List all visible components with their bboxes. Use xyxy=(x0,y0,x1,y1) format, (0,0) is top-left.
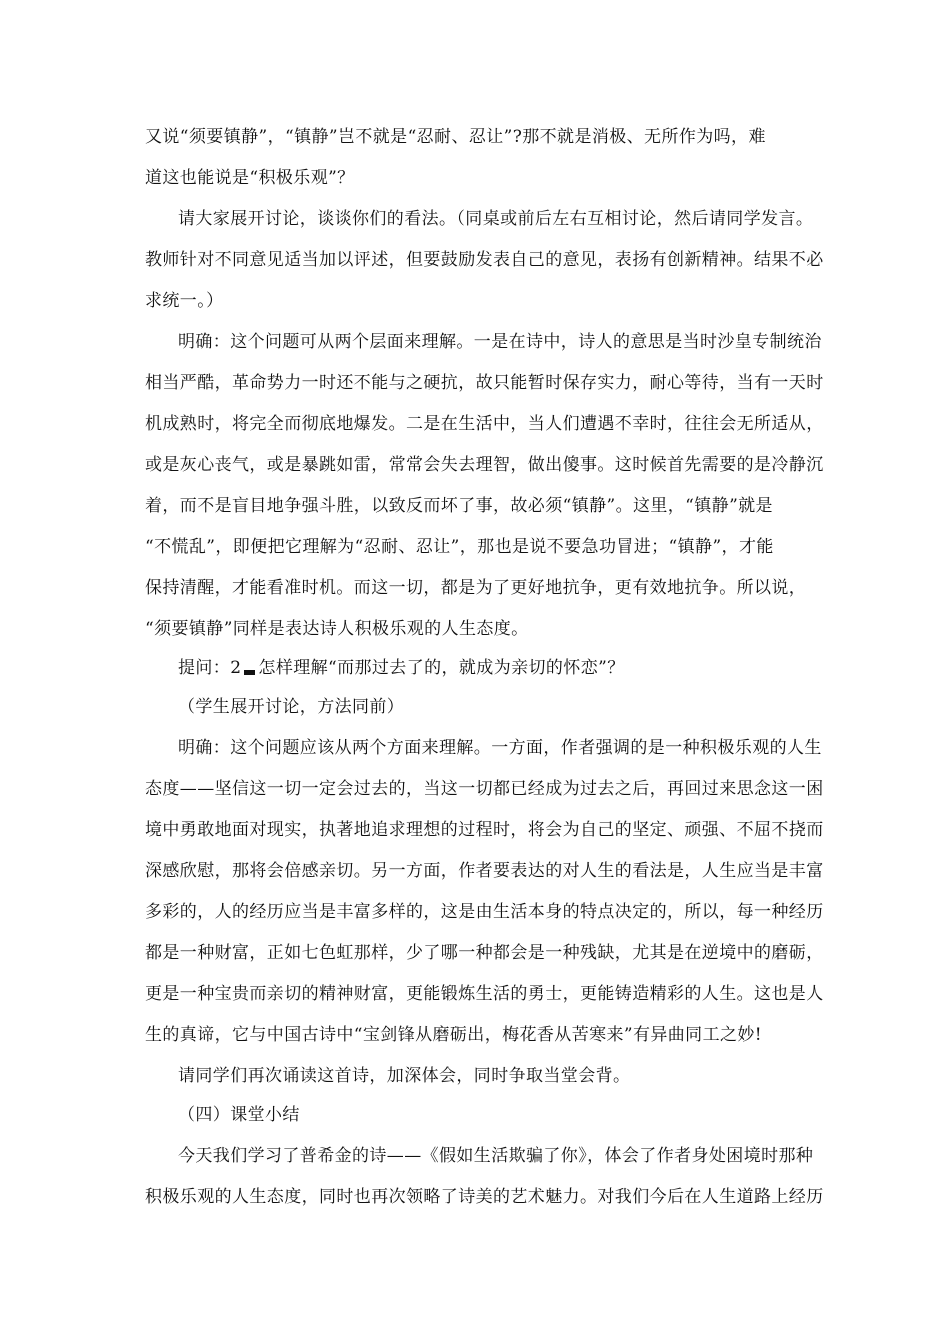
text-line: 积极乐观的人生态度，同时也再次领略了诗美的艺术魅力。对我们今后在人生道路上经历 xyxy=(145,1187,824,1207)
text-line: 请同学们再次诵读这首诗，加深体会，同时争取当堂会背。 xyxy=(178,1066,631,1086)
text-line: 或是灰心丧气，或是暴跳如雷，常常会失去理智，做出傻事。这时候首先需要的是冷静沉 xyxy=(145,455,824,475)
text-line: “须要镇静”同样是表达诗人积极乐观的人生态度。 xyxy=(145,619,529,639)
question-line xyxy=(178,656,625,680)
text-line: 着，而不是盲目地争强斗胜，以致反而坏了事，故必须“镇静”。这里，“镇静”就是 xyxy=(145,496,773,516)
text-line: 明确：这个问题可从两个层面来理解。一是在诗中，诗人的意思是当时沙皇专制统治 xyxy=(178,332,822,352)
text-line: 相当严酷，革命势力一时还不能与之硬抗，故只能暂时保存实力，耐心等待，当有一天时 xyxy=(145,373,824,393)
text-line: 今天我们学习了普希金的诗——《假如生活欺骗了你》，体会了作者身处困境时那种 xyxy=(178,1146,814,1166)
text-line: 道这也能说是“积极乐观”？ xyxy=(145,168,355,188)
text-line: 深感欣慰，那将会倍感亲切。另一方面，作者要表达的对人生的看法是，人生应当是丰富 xyxy=(145,861,824,881)
text-line: “不慌乱”，即便把它理解为“忍耐、忍让”，那也是说不要急功冒进；“镇静”，才能 xyxy=(145,537,774,557)
ink-mark xyxy=(244,670,255,675)
text-line: 生的真谛，它与中国古诗中“宝剑锋从磨砺出，梅花香从苦寒来”有异曲同工之妙! xyxy=(145,1025,763,1045)
text-line: 境中勇敢地面对现实，执著地追求理想的过程时，将会为自己的坚定、顽强、不屈不挠而 xyxy=(145,820,824,840)
text-line: 都是一种财富，正如七色虹那样，少了哪一种都会是一种残缺，尤其是在逆境中的磨砺， xyxy=(145,943,824,963)
question-prefix: 提问：2 xyxy=(178,658,242,678)
text-line: 更是一种宝贵而亲切的精神财富，更能锻炼生活的勇士，更能铸造精彩的人生。这也是人 xyxy=(145,984,824,1004)
text-line: 又说“须要镇静”，“镇静”岂不就是“忍耐、忍让”?那不就是消极、无所作为吗，难 xyxy=(145,127,766,147)
text-line: （学生展开讨论，方法同前） xyxy=(178,697,405,717)
section-heading: （四）课堂小结 xyxy=(178,1105,300,1125)
text-line: 多彩的，人的经历应当是丰富多样的，这是由生活本身的特点决定的，所以，每一种经历 xyxy=(145,902,824,922)
text-line: 教师针对不同意见适当加以评述，但要鼓励发表自己的意见，表扬有创新精神。结果不必 xyxy=(145,250,824,270)
text-line: 保持清醒，才能看准时机。而这一切，都是为了更好地抗争，更有效地抗争。所以说， xyxy=(145,578,807,598)
text-line: 态度——坚信这一切一定会过去的，当这一切都已经成为过去之后，再回过来思念这一困 xyxy=(145,779,824,799)
question-text: 怎样理解“而那过去了的，就成为亲切的怀恋”？ xyxy=(258,658,625,678)
text-line: 明确：这个问题应该从两个方面来理解。一方面，作者强调的是一种积极乐观的人生 xyxy=(178,738,822,758)
text-line: 请大家展开讨论，谈谈你们的看法。（同桌或前后左右互相讨论，然后请同学发言。 xyxy=(178,209,814,229)
text-line: 机成熟时，将完全而彻底地爆发。二是在生活中，当人们遭遇不幸时，往往会无所适从， xyxy=(145,414,824,434)
text-line: 求统一。） xyxy=(145,291,224,311)
